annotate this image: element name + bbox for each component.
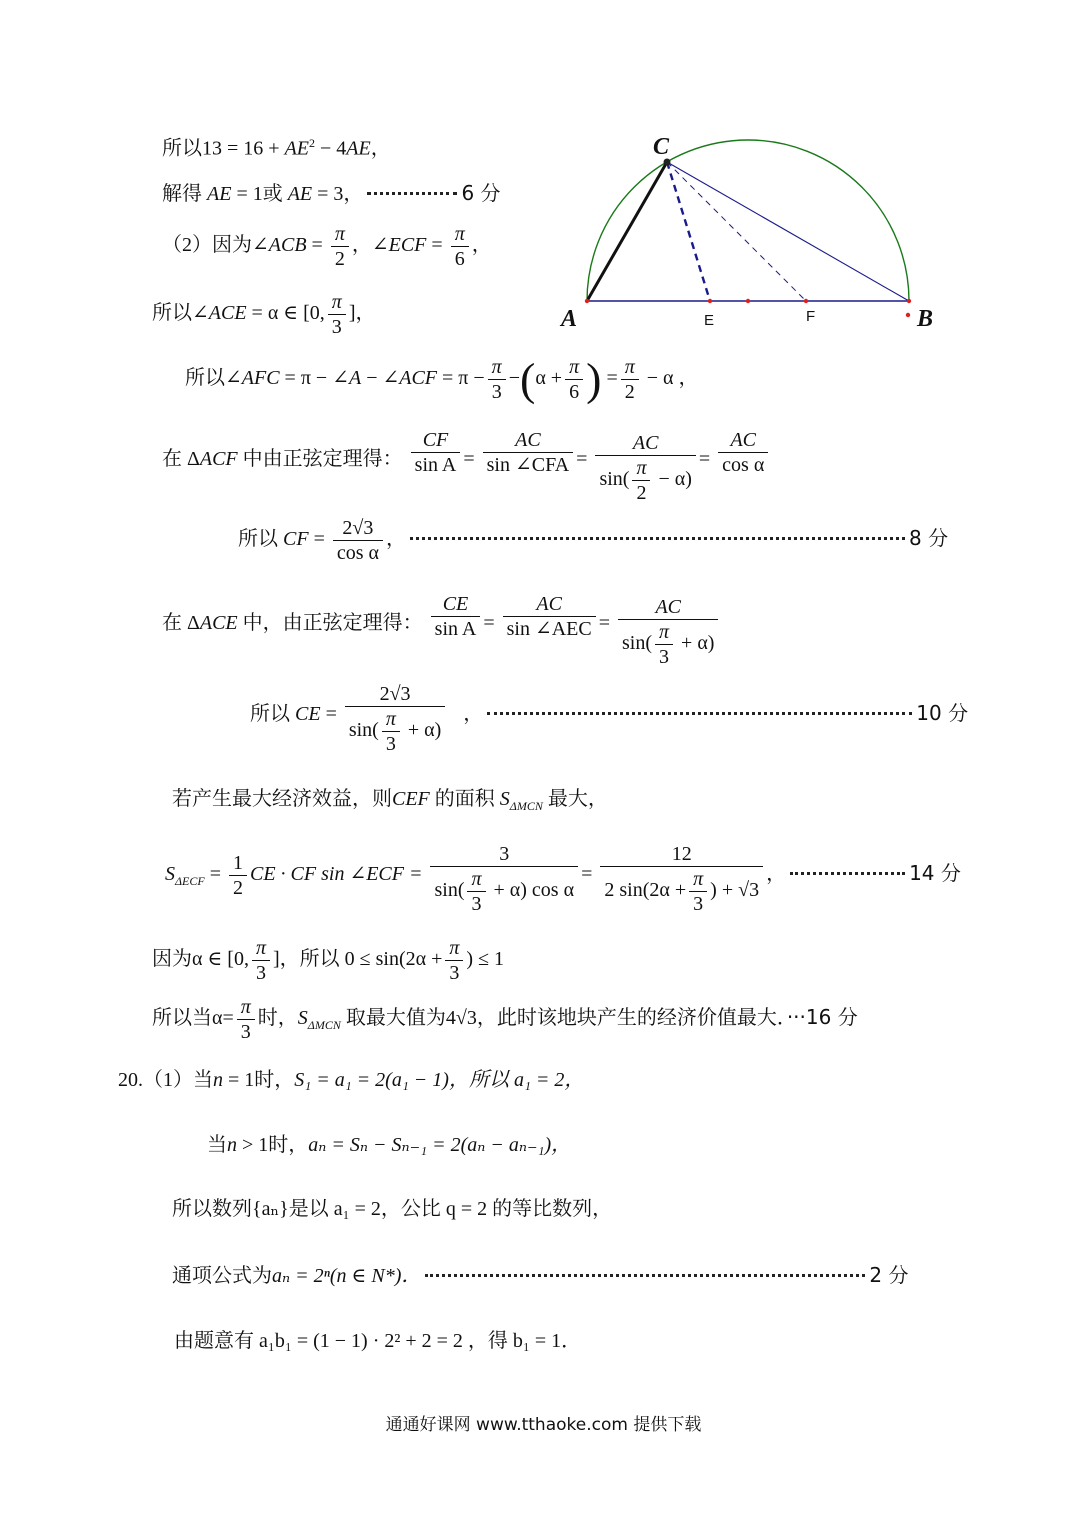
point-mid bbox=[746, 299, 750, 303]
line-9: 所以 CE = 2√3 sin( $\frac{\pi}{3}$ + α) ， 10 分 bbox=[250, 683, 969, 755]
score-16: ···16 分 bbox=[786, 1005, 858, 1030]
line-2: 解得 AE = 1或 AE = 3， 6 分 bbox=[162, 181, 501, 205]
line-17: 通项公式为aₙ = 2ⁿ(n ∈ N*)． 2 分 bbox=[172, 1263, 909, 1287]
label-b: B bbox=[917, 306, 934, 332]
line-10: 若产生最大经济效益，则CEF 的面积 $S_{\Delta MCN}$ 最大， bbox=[172, 788, 608, 813]
score-2: 2 分 bbox=[869, 1263, 909, 1287]
line-7: 所以 CF = $\frac{2√3}{\text{cos α}}$ ， 8 分 bbox=[238, 517, 949, 564]
line-1: 所以$13 = 16 + AE^2 - 4AE$， bbox=[162, 136, 391, 160]
line-15: 当n > 1时，aₙ = Sₙ − Sₙ₋₁ = 2(aₙ − aₙ₋₁)， bbox=[207, 1134, 572, 1156]
semicircle-arc bbox=[587, 140, 909, 301]
segment-ac bbox=[587, 162, 667, 301]
score-8: 8 分 bbox=[908, 526, 949, 551]
score-14: 14 分 bbox=[909, 861, 961, 886]
line-8: 在 ΔACE 中，由正弦定理得： $\frac{CE}{\text{sin A}}$ = $\frac{AC}{\text{sin ∠AEC}}$ = AC sin( $\frac{\pi}{3}$ + α) bbox=[162, 592, 721, 669]
point-f bbox=[804, 299, 808, 303]
label-f: F bbox=[806, 308, 816, 325]
line-14: 20.（1）当n = 1时，S₁ = a₁ = 2(a₁ − 1)，所以 a₁ = 2， bbox=[118, 1069, 585, 1091]
geometry-diagram bbox=[555, 128, 955, 338]
point-b2 bbox=[906, 313, 910, 317]
line-4: 所以∠ACE = α ∈ [0, $\frac{\pi}{3}$ ]， bbox=[152, 291, 376, 338]
point-b1 bbox=[907, 299, 911, 303]
score-6: 6 分 bbox=[461, 181, 501, 205]
line-13: 所以当α= $\frac{\pi}{3}$ 时，$S_{\Delta MCN}$ 取最大值为4√3，此时该地块产生的经济价值最大．···16 分 bbox=[152, 996, 858, 1043]
point-e bbox=[708, 299, 712, 303]
point-a bbox=[585, 299, 589, 303]
label-e: E bbox=[704, 312, 715, 329]
line-16: 所以数列{aₙ}是以 a₁ = 2，公比 q = 2 的等比数列， bbox=[172, 1198, 613, 1220]
line-6: 在 ΔACF 中由正弦定理得： $\frac{CF}{\text{sin A}}$ = $\frac{AC}{\text{sin ∠CFA}}$ = AC sin( $\frac{\pi}{2}$ − α) = $\frac{AC}{\text{cos α}}$ bbox=[162, 428, 771, 505]
line-5: 所以∠AFC = π − ∠A − ∠ACF = π − $\frac{\pi}{3}$ −(α + $\frac{\pi}{6}$ ) = $\frac{\pi}{2}$ − α ， bbox=[185, 353, 699, 405]
line-12: 因为α ∈ [0, $\frac{\pi}{3}$ ]，所以 0 ≤ sin(2α + $\frac{\pi}{3}$ ) ≤ 1 bbox=[152, 937, 505, 984]
line-11: $S_{\Delta ECF}$ = $\frac{1}{2}$ CE · CF sin ∠ECF = 3 sin( $\frac{\pi}{3}$ + α) cos α = 12 2 sin(2α + $\frac{\pi}{3}$ ) + √3 ， 14 分 bbox=[165, 843, 961, 915]
label-c: C bbox=[653, 134, 670, 160]
score-10: 10 分 bbox=[916, 701, 969, 726]
footer: 通通好课网 www.tthaoke.com 提供下载 bbox=[385, 1415, 702, 1435]
label-a: A bbox=[561, 306, 578, 332]
line-3: （2）因为∠ACB = $\frac{\pi}{2}$ ，∠ECF = $\frac{\pi}{6}$ ， bbox=[162, 223, 492, 270]
line-18: 由题意有 a₁b₁ = (1 − 1) · 2² + 2 = 2 ，得 b₁ = 1． bbox=[174, 1330, 582, 1352]
